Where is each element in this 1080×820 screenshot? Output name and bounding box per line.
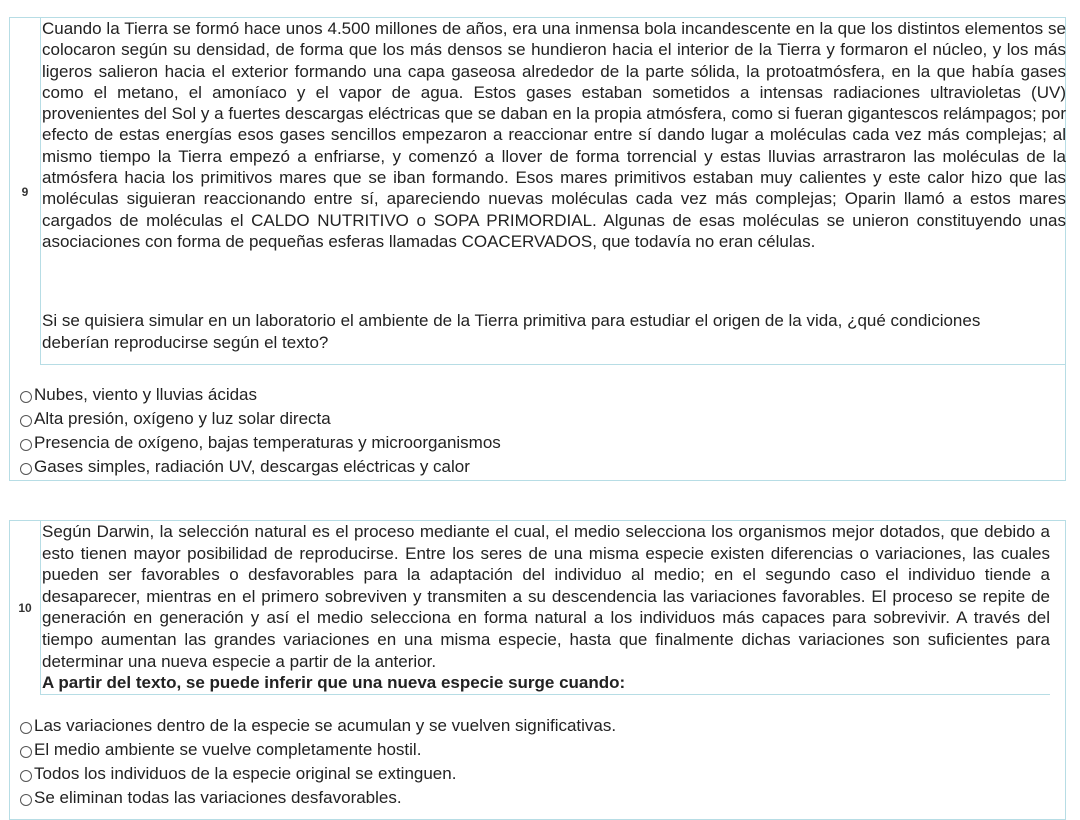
option-label: Nubes, viento y lluvias ácidas [34, 385, 258, 404]
answer-option[interactable] [20, 383, 501, 407]
answer-option[interactable] [20, 762, 616, 786]
option-label: Presencia de oxígeno, bajas temperaturas y microorganismos [34, 433, 501, 452]
question-number: 10 [18, 601, 32, 615]
radio-button-icon[interactable] [20, 722, 32, 734]
option-label: Todos los individuos de la especie original se extinguen. [34, 764, 457, 783]
answer-option[interactable] [20, 786, 616, 810]
radio-button-icon[interactable] [20, 391, 32, 403]
question-number: 9 [21, 185, 29, 199]
option-label: Se eliminan todas las variaciones desfavorables. [34, 788, 402, 807]
radio-button-icon[interactable] [20, 415, 32, 427]
radio-button-icon[interactable] [20, 770, 32, 782]
question-stem [40, 18, 1066, 365]
question-stem [40, 521, 1050, 695]
answer-option[interactable] [20, 738, 616, 762]
answer-options [20, 383, 501, 479]
question-number-column [10, 18, 41, 365]
answer-option[interactable] [20, 714, 616, 738]
question-number-column [10, 521, 41, 695]
question-prompt: Si se quisiera simular en un laboratorio el ambiente de la Tierra primitiva para estudiar el origen de la vida, ¿qué condiciones deberían reproducirse según el texto? [42, 311, 981, 352]
answer-option[interactable] [20, 455, 501, 479]
reading-passage: Cuando la Tierra se formó hace unos 4.500 millones de años, era una inmensa bola incandescente en la que los distintos elementos se colocaron según su densidad, de forma que los más densos se hundieron hacia el interior de la Tierra y formaron el núcleo, y los más ligeros salieron hacia el exterior formando una capa gaseosa alrededor de la parte sólida, la protoatmósfera, en la que había gases como el metano, el amoníaco y el vapor de agua. Estos gases estaban sometidos a intensas radiaciones ultravioletas (UV) provenientes del Sol y a fuertes descargas eléctricas que se daban en la propia atmósfera, como si fueran gigantescos relámpagos; por efecto de estas energías esos gases sencillos empezaron a reaccionar entre sí dando lugar a moléculas cada vez más complejas; al mismo tiempo la Tierra empezó a enfriarse, y comenzó a llover de forma torrencial y estas lluvias arrastraron las moléculas de la atmósfera hacia los primitivos mares que se iban formando. Esos mares primitivos estaban muy calientes y este calor hizo que las moléculas siguieran reaccionando entre sí, apareciendo nuevas moléculas cada vez más complejas; Oparin llamó a estos mares cargados de moléculas el CALDO NUTRITIVO o SOPA PRIMORDIAL. Algunas de esas moléculas se unieron constituyendo unas asociaciones con forma de pequeñas esferas llamadas COACERVADOS, que todavía no eran células. [42, 19, 1066, 251]
radio-button-icon[interactable] [20, 746, 32, 758]
reading-passage: Según Darwin, la selección natural es el proceso mediante el cual, el medio selecciona los organismos mejor dotados, que debido a esto tienen mayor posibilidad de reproducirse. Entre los seres de una misma especie existen diferencias o variaciones, las cuales pueden ser favorables o desfavorables para la adaptación del individuo al medio; en el segundo caso el individuo tiende a desaparecer, mientras en el primero sobreviven y transmiten a su descendencia las variaciones favorables. El proceso se repite de generación en generación y así el medio selecciona en forma natural a los individuos más capaces para sobrevivir. A través del tiempo aumentan las grandes variaciones en una misma especie, hasta que finalmente dichas variaciones son suficientes para determinar una nueva especie a partir de la anterior. [42, 522, 1050, 671]
option-label: Gases simples, radiación UV, descargas eléctricas y calor [34, 457, 470, 476]
answer-option[interactable] [20, 431, 501, 455]
answer-option[interactable] [20, 407, 501, 431]
option-label: Las variaciones dentro de la especie se acumulan y se vuelven significativas. [34, 716, 617, 735]
question-9-card [9, 17, 1066, 481]
option-label: El medio ambiente se vuelve completamente hostil. [34, 740, 422, 759]
option-label: Alta presión, oxígeno y luz solar directa [34, 409, 331, 428]
radio-button-icon[interactable] [20, 439, 32, 451]
answer-options [20, 714, 616, 810]
radio-button-icon[interactable] [20, 463, 32, 475]
question-prompt: A partir del texto, se puede inferir que una nueva especie surge cuando: [42, 673, 626, 693]
radio-button-icon[interactable] [20, 794, 32, 806]
question-10-card [9, 520, 1066, 820]
